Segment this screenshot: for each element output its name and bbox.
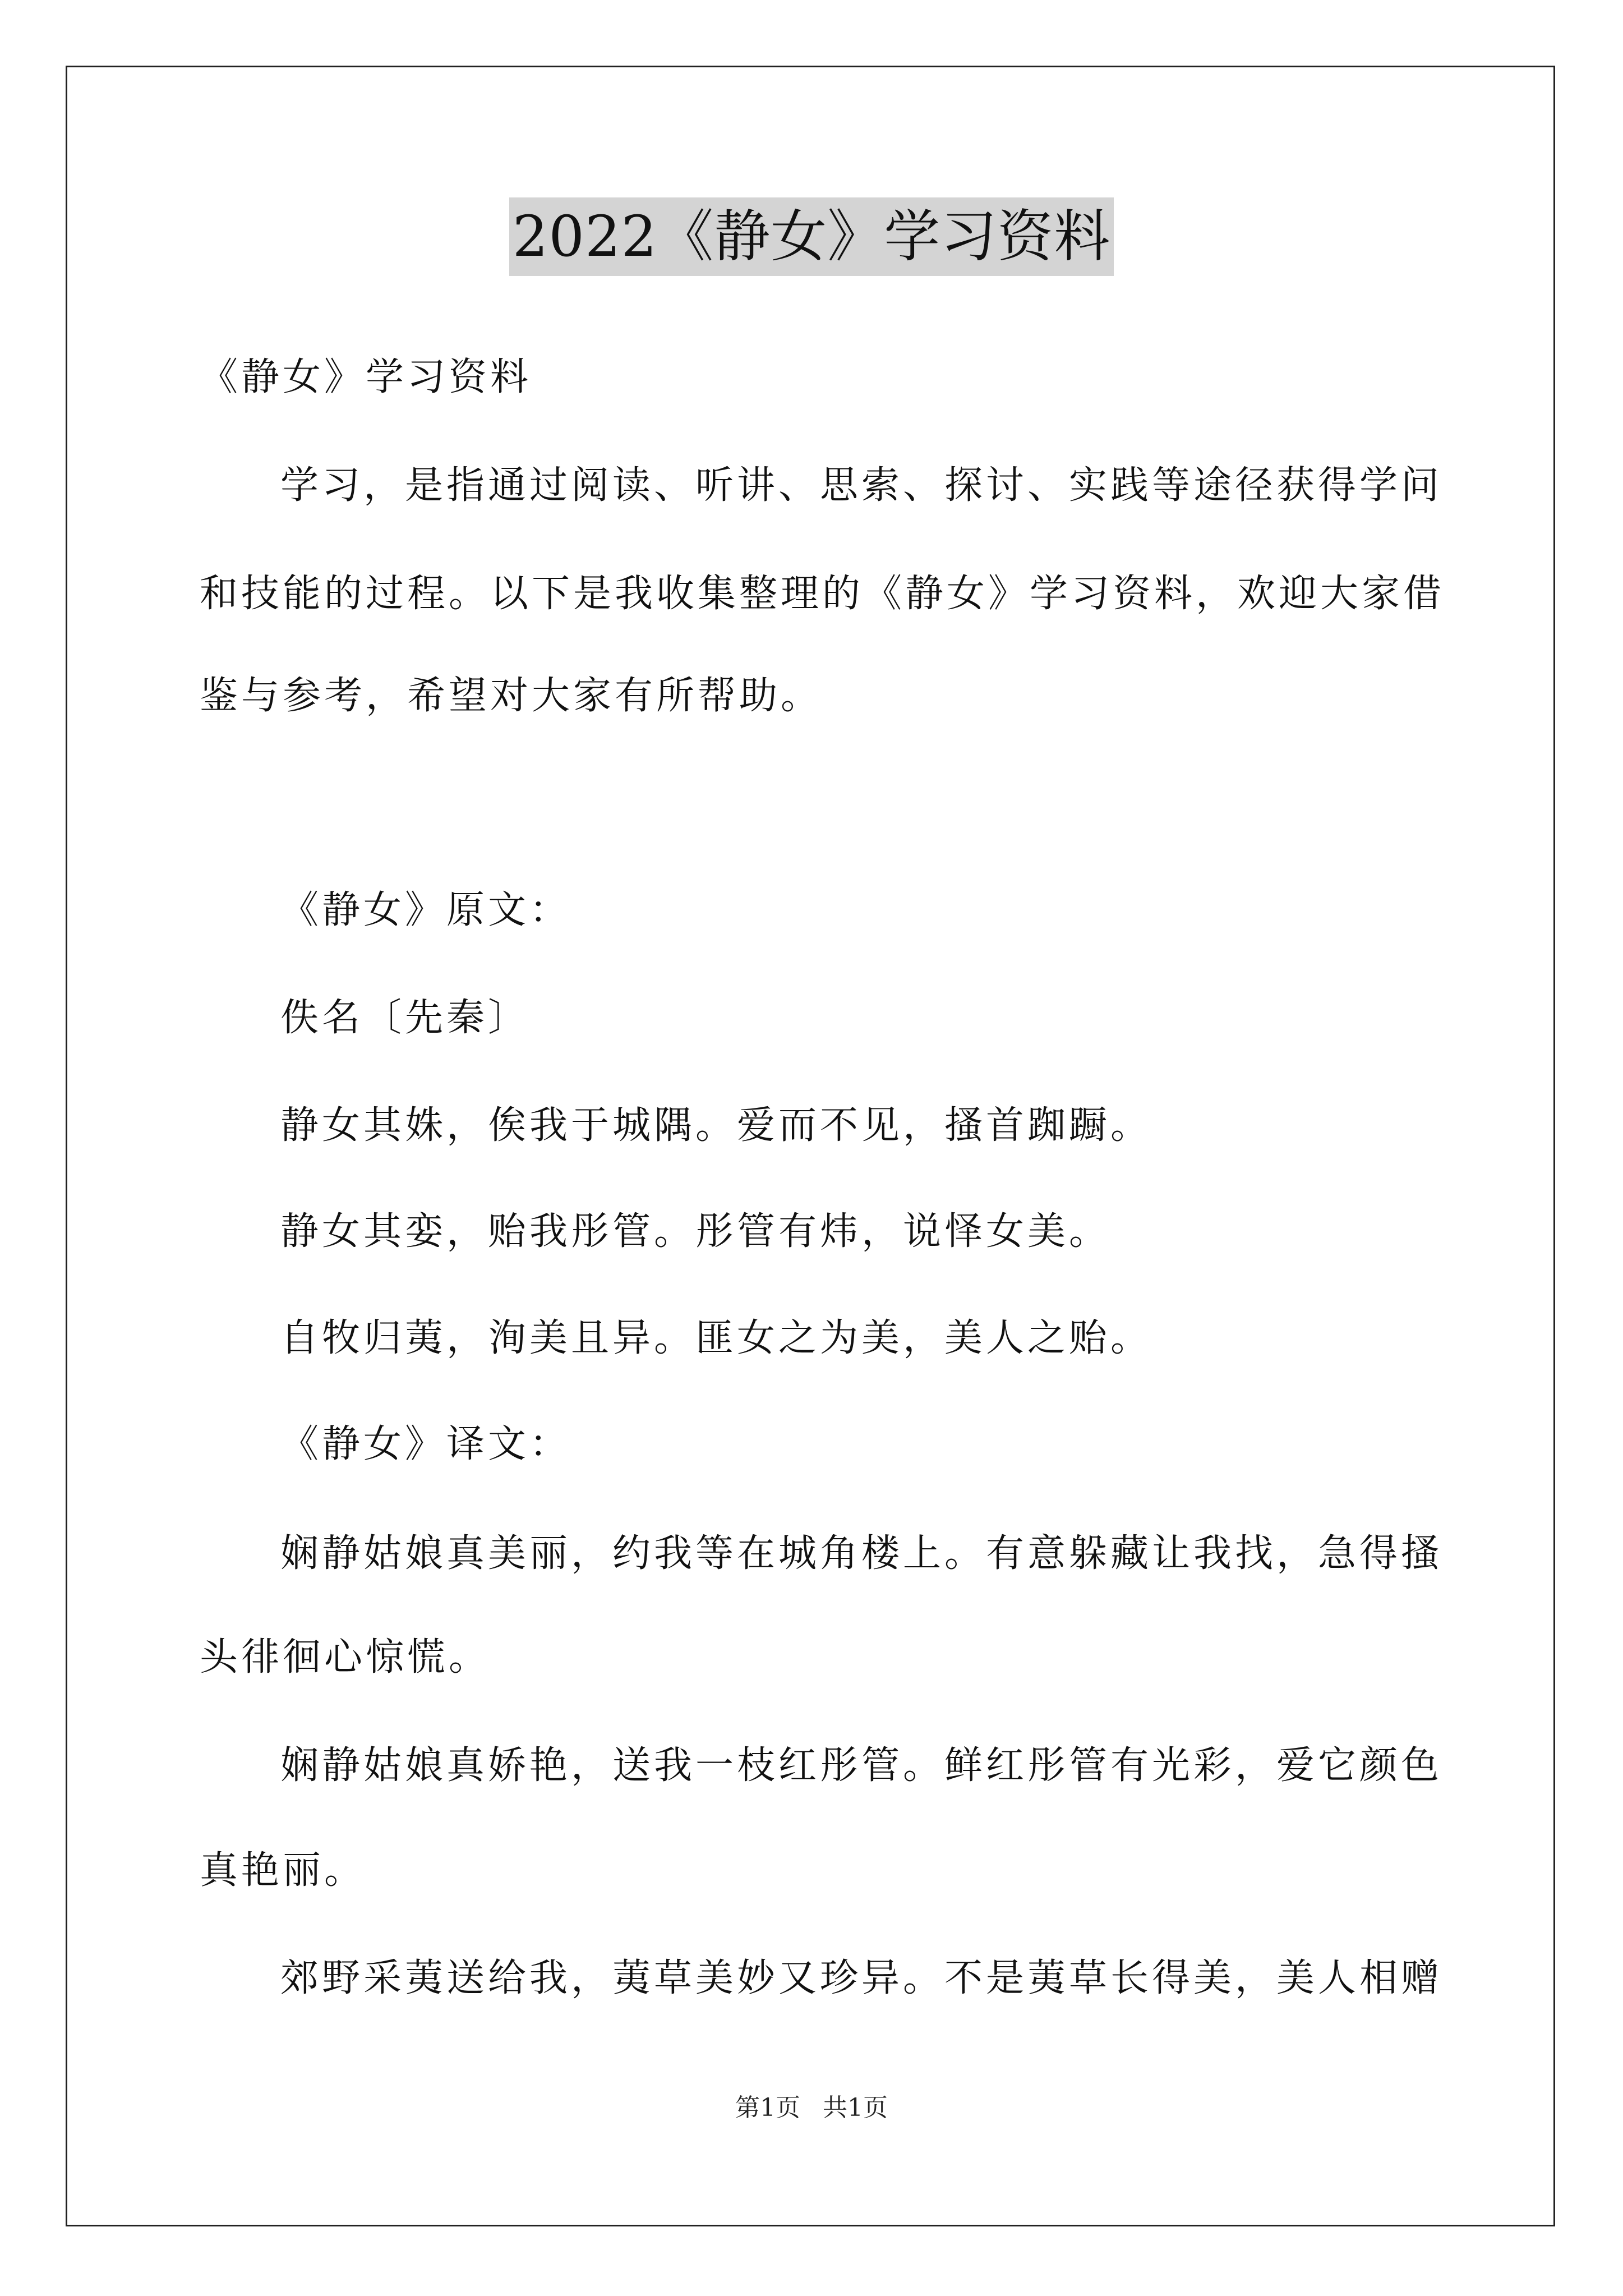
poem-stanza-3: 自牧归荑，洵美且异。匪女之为美，美人之贻。 [280,1316,1152,1360]
translation-line-2: 头徘徊心惊慌。 [200,1635,491,1680]
title-container [0,197,1623,276]
poem-stanza-2: 静女其娈，贻我彤管。彤管有炜，说怿女美。 [280,1209,1111,1254]
poem-stanza-1: 静女其姝，俟我于城隅。爱而不见，搔首踟蹰。 [280,1103,1152,1148]
intro-line-2: 和技能的过程。以下是我收集整理的《静女》学习资料，欢迎大家借 [200,572,1445,616]
translation-line-1: 娴静姑娘真美丽，约我等在城角楼上。有意躲藏让我找，急得搔 [280,1531,1443,1576]
page-footer [0,2091,1623,2125]
intro-line-3: 鉴与参考，希望对大家有所帮助。 [200,674,823,718]
intro-line-1: 学习，是指通过阅读、听讲、思索、探讨、实践等途径获得学问 [280,463,1443,508]
document-subtitle: 《静女》学习资料 [200,355,532,399]
translation-line-5: 郊野采荑送给我，荑草美妙又珍异。不是荑草长得美，美人相赠 [280,1956,1443,2000]
translation-line-3: 娴静姑娘真娇艳，送我一枝红彤管。鲜红彤管有光彩，爱它颜色 [280,1743,1443,1788]
translation-line-4: 真艳丽。 [200,1848,366,1893]
translation-heading: 《静女》译文： [280,1422,571,1466]
original-heading: 《静女》原文： [280,888,571,932]
poem-author: 佚名〔先秦〕 [280,996,530,1040]
document-title: 2022《静女》学习资料 [509,197,1114,276]
page-number: 第1页 [735,2093,800,2122]
page-total: 共1页 [823,2093,888,2122]
